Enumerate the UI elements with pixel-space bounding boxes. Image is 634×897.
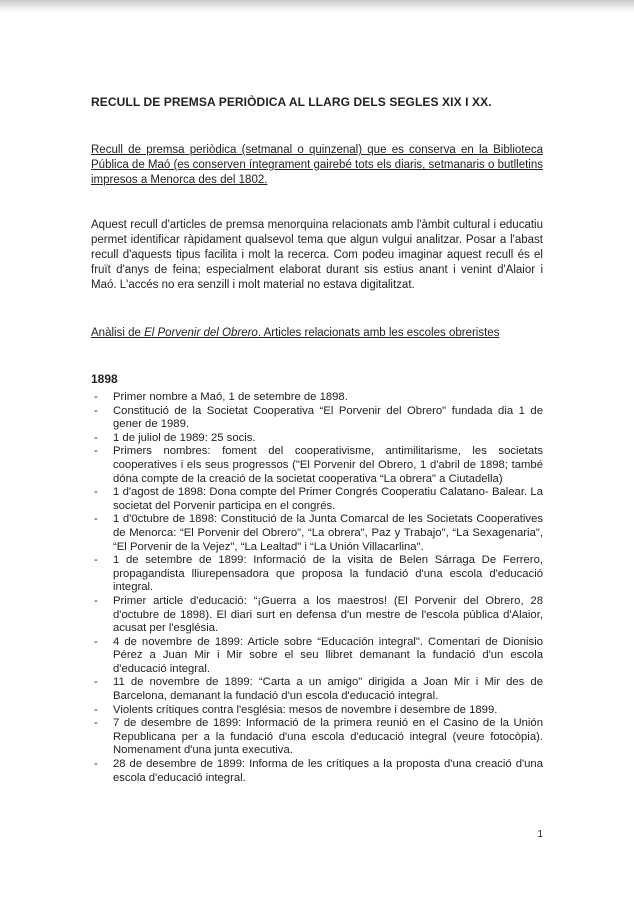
list-item-text: 1 de setembre de 1899: Informació de la visita de Belen Sárraga De Ferrero, propagandista lliurepensadora que proposa la fundació d'una escola d'educació integral. bbox=[113, 554, 543, 594]
list-item bbox=[91, 432, 543, 446]
page-number: 1 bbox=[537, 829, 543, 840]
list-item bbox=[91, 405, 543, 432]
list-item bbox=[91, 486, 543, 513]
dash-bullet: - bbox=[94, 703, 98, 716]
list-item bbox=[91, 704, 543, 718]
dash-bullet: - bbox=[94, 391, 98, 403]
document-page bbox=[91, 0, 543, 785]
journal-title-italic: El Porvenir del Obrero bbox=[144, 327, 258, 339]
dash-bullet: - bbox=[94, 431, 98, 444]
list-item-text: 28 de desembre de 1899: Informa de les crítiques a la proposta d'una creació d'una escola d'educació integral. bbox=[113, 758, 543, 784]
analysis-heading-prefix: Anàlisi de bbox=[91, 327, 145, 339]
year-heading-1898: 1898 bbox=[91, 372, 118, 386]
body-paragraph: Aquest recull d'articles de premsa menorquina relacionats amb l'àmbit cultural i educatiu permet identificar ràpidament qualsevol tema que algun vulgui analitzar. Posar a l'abast recull d'aquests tipus facilita i molt la recerca. Com podeu imaginar aquest recull és el fruït d'anys de feina; especialment elaborat durant sis estius anant i venint d'Alaior i Maó. L'accés no era senzill i molt material no estava digitalitzat. bbox=[91, 219, 543, 291]
list-item bbox=[91, 758, 543, 785]
list-item bbox=[91, 445, 543, 486]
list-item bbox=[91, 391, 543, 405]
dash-bullet: - bbox=[94, 486, 98, 499]
list-item-text: Primer article d'educació: “¡Guerra a los maestros! (El Porvenir del Obrero, 28 d'octubre de 1898). El diari surt en defensa d'un mestre de l'escola pública d'Alaior, acusat per l'església. bbox=[113, 594, 543, 635]
list-item bbox=[91, 717, 543, 758]
list-item-text: 7 de desembre de 1899: Informació de la primera reunió en el Casino de la Unión Republicana per a la fundació d'una escola d'educació integral (veure fotocòpia). Nomenament d'una junta executiva. bbox=[113, 717, 543, 757]
document-title: RECULL DE PREMSA PERIÒDICA AL LLARG DELS SEGLES XIX I XX. bbox=[91, 95, 492, 109]
list-item-text: Primers nombres: foment del cooperativisme, antimilitarisme, les societats cooperatives i els seus progressos ("El Porvenir del Obrero, 1 d'abril de 1898; també dóna compte de la creació de la societat cooperativa “La obrera" a Ciutadella) bbox=[113, 445, 543, 485]
list-item-text: 1 d'agost de 1898: Dona compte del Primer Congrés Cooperatiu Calatano- Balear. La societat del Porvenir participa en el congrés. bbox=[113, 486, 543, 512]
list-item-text: 11 de novembre de 1899: “Carta a un amigo" dirigida a Joan Mir i Mir des de Barcelona, demanant la fundació d'un escola d'educació integral. bbox=[113, 676, 543, 703]
list-item bbox=[91, 554, 543, 595]
dash-bullet: - bbox=[94, 758, 98, 771]
dash-bullet: - bbox=[94, 445, 98, 458]
bullet-list bbox=[91, 391, 543, 785]
list-item bbox=[91, 513, 543, 554]
list-item-text: 1 de juliol de 1989: 25 socis. bbox=[113, 431, 256, 444]
list-item bbox=[91, 636, 543, 677]
dash-bullet: - bbox=[94, 635, 98, 648]
intro-paragraph-underlined: Recull de premsa periòdica (setmanal o quinzenal) que es conserva en la Biblioteca Pública de Maó (es conserven íntegrament gairebé tots els diaris, setmanaris o butlletins impresos a Menorca des del 1802. bbox=[91, 144, 543, 186]
dash-bullet: - bbox=[94, 594, 98, 607]
analysis-section-heading bbox=[91, 326, 543, 341]
list-item-text: Primer nombre a Maó, 1 de setembre de 1898. bbox=[113, 391, 348, 403]
dash-bullet: - bbox=[94, 717, 98, 730]
dash-bullet: - bbox=[94, 404, 98, 417]
analysis-heading-suffix: . Articles relacionats amb les escoles obreristes bbox=[257, 327, 500, 339]
list-item bbox=[91, 595, 543, 636]
dash-bullet: - bbox=[94, 676, 98, 689]
list-item-text: Violents crítiques contra l'església: mesos de novembre i desembre de 1899. bbox=[113, 703, 498, 716]
list-item-text: 4 de novembre de 1899: Article sobre “Educación integral". Comentari de Dionisio Pérez a Juan Mir i Mir sobre el seu llibret demanant la fundació d'un escola d'educació integral. bbox=[113, 635, 543, 675]
list-item-text: 1 d'0ctubre de 1898: Constitució de la Junta Comarcal de les Societats Cooperatives de Menorca: “El Porvenir del Obrero", “La obrera", Paz y Trabajo", “La Sexagenaria", “El Porvenir de la Vejez", “La Lealtad" i “La Unión Villacarlina". bbox=[113, 513, 543, 553]
list-item-text: Constitució de la Societat Cooperativa “El Porvenir del Obrero" fundada dia 1 de gener de 1989. bbox=[113, 404, 543, 431]
dash-bullet: - bbox=[94, 554, 98, 567]
dash-bullet: - bbox=[94, 513, 98, 526]
list-item bbox=[91, 676, 543, 703]
